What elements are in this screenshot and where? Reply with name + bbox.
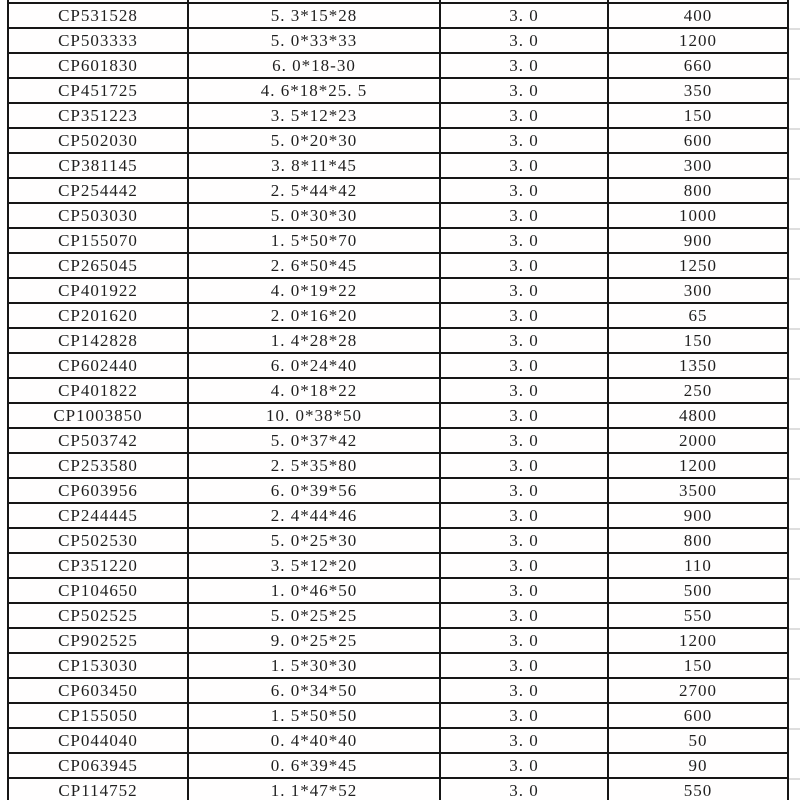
cell-code: CP601830 (9, 54, 187, 77)
cell-size: 4. 6*18*25. 5 (189, 79, 439, 102)
cell-thickness: 3. 0 (441, 529, 607, 552)
cell-code: CP603450 (9, 679, 187, 702)
cell-thickness: 3. 0 (441, 404, 607, 427)
cell-qty: 350 (609, 79, 787, 102)
cell-size: 0. 6*39*45 (189, 754, 439, 777)
cell-thickness: 3. 0 (441, 54, 607, 77)
cell-qty: 800 (609, 179, 787, 202)
cell-code: CP503333 (9, 29, 187, 52)
cell-thickness: 3. 0 (441, 704, 607, 727)
cell-code: CP104650 (9, 579, 187, 602)
cell-code: CP502525 (9, 604, 187, 627)
cell-code: CP201620 (9, 304, 187, 327)
cell-thickness: 3. 0 (441, 729, 607, 752)
cell-thickness: 3. 0 (441, 329, 607, 352)
clipped-cell-thickness (441, 0, 607, 2)
cell-code: CP351223 (9, 104, 187, 127)
cell-size: 1. 0*46*50 (189, 579, 439, 602)
cell-qty: 300 (609, 279, 787, 302)
cell-size: 3. 8*11*45 (189, 154, 439, 177)
cell-size: 2. 5*44*42 (189, 179, 439, 202)
cell-thickness: 3. 0 (441, 79, 607, 102)
cell-size: 1. 1*47*52 (189, 779, 439, 800)
cell-thickness: 3. 0 (441, 454, 607, 477)
cell-qty: 300 (609, 154, 787, 177)
cell-size: 2. 5*35*80 (189, 454, 439, 477)
cell-qty: 250 (609, 379, 787, 402)
cell-code: CP063945 (9, 754, 187, 777)
cell-code: CP155050 (9, 704, 187, 727)
cell-qty: 150 (609, 329, 787, 352)
cell-code: CP503742 (9, 429, 187, 452)
cell-thickness: 3. 0 (441, 579, 607, 602)
cell-qty: 110 (609, 554, 787, 577)
cell-code: CP502530 (9, 529, 187, 552)
cell-qty: 600 (609, 704, 787, 727)
cell-qty: 2000 (609, 429, 787, 452)
parts-table (7, 0, 789, 800)
clipped-cell-code (9, 0, 187, 2)
cell-size: 5. 3*15*28 (189, 4, 439, 27)
cell-qty: 150 (609, 654, 787, 677)
cell-thickness: 3. 0 (441, 354, 607, 377)
cell-qty: 150 (609, 104, 787, 127)
clipped-cell-qty (609, 0, 787, 2)
cell-qty: 660 (609, 54, 787, 77)
cell-size: 1. 5*50*70 (189, 229, 439, 252)
cell-size: 10. 0*38*50 (189, 404, 439, 427)
cell-thickness: 3. 0 (441, 379, 607, 402)
cell-size: 1. 5*50*50 (189, 704, 439, 727)
cell-thickness: 3. 0 (441, 129, 607, 152)
cell-size: 6. 0*18-30 (189, 54, 439, 77)
cell-size: 5. 0*37*42 (189, 429, 439, 452)
cell-qty: 600 (609, 129, 787, 152)
cell-thickness: 3. 0 (441, 254, 607, 277)
gridline-stubs (789, 3, 800, 800)
cell-thickness: 3. 0 (441, 654, 607, 677)
cell-code: CP503030 (9, 204, 187, 227)
cell-code: CP254442 (9, 179, 187, 202)
cell-qty: 90 (609, 754, 787, 777)
cell-thickness: 3. 0 (441, 554, 607, 577)
cell-code: CP381145 (9, 154, 187, 177)
cell-size: 6. 0*39*56 (189, 479, 439, 502)
cell-code: CP531528 (9, 4, 187, 27)
cell-size: 5. 0*25*25 (189, 604, 439, 627)
cell-code: CP244445 (9, 504, 187, 527)
cell-thickness: 3. 0 (441, 679, 607, 702)
cell-code: CP1003850 (9, 404, 187, 427)
cell-code: CP155070 (9, 229, 187, 252)
cell-qty: 50 (609, 729, 787, 752)
cell-thickness: 3. 0 (441, 479, 607, 502)
cell-thickness: 3. 0 (441, 629, 607, 652)
cell-size: 6. 0*24*40 (189, 354, 439, 377)
cell-qty: 800 (609, 529, 787, 552)
cell-code: CP253580 (9, 454, 187, 477)
cell-thickness: 3. 0 (441, 754, 607, 777)
cell-size: 1. 4*28*28 (189, 329, 439, 352)
cell-thickness: 3. 0 (441, 429, 607, 452)
cell-qty: 500 (609, 579, 787, 602)
cell-thickness: 3. 0 (441, 204, 607, 227)
cell-size: 9. 0*25*25 (189, 629, 439, 652)
cell-qty: 550 (609, 604, 787, 627)
cell-qty: 1350 (609, 354, 787, 377)
cell-qty: 400 (609, 4, 787, 27)
cell-thickness: 3. 0 (441, 504, 607, 527)
cell-thickness: 3. 0 (441, 279, 607, 302)
cell-size: 3. 5*12*20 (189, 554, 439, 577)
cell-thickness: 3. 0 (441, 179, 607, 202)
cell-size: 2. 6*50*45 (189, 254, 439, 277)
cell-size: 4. 0*18*22 (189, 379, 439, 402)
cell-size: 2. 0*16*20 (189, 304, 439, 327)
cell-thickness: 3. 0 (441, 604, 607, 627)
cell-code: CP502030 (9, 129, 187, 152)
cell-code: CP265045 (9, 254, 187, 277)
cell-qty: 900 (609, 504, 787, 527)
cell-size: 6. 0*34*50 (189, 679, 439, 702)
cell-qty: 900 (609, 229, 787, 252)
cell-qty: 65 (609, 304, 787, 327)
cell-thickness: 3. 0 (441, 29, 607, 52)
cell-code: CP153030 (9, 654, 187, 677)
cell-qty: 1200 (609, 29, 787, 52)
cell-qty: 550 (609, 779, 787, 800)
clipped-cell-size (189, 0, 439, 2)
cell-size: 2. 4*44*46 (189, 504, 439, 527)
cell-code: CP351220 (9, 554, 187, 577)
cell-code: CP451725 (9, 79, 187, 102)
cell-code: CP142828 (9, 329, 187, 352)
cell-thickness: 3. 0 (441, 104, 607, 127)
cell-thickness: 3. 0 (441, 4, 607, 27)
cell-code: CP902525 (9, 629, 187, 652)
cell-size: 5. 0*25*30 (189, 529, 439, 552)
cell-qty: 1200 (609, 454, 787, 477)
cell-code: CP603956 (9, 479, 187, 502)
cell-qty: 3500 (609, 479, 787, 502)
cell-size: 5. 0*30*30 (189, 204, 439, 227)
cell-qty: 4800 (609, 404, 787, 427)
cell-size: 0. 4*40*40 (189, 729, 439, 752)
cell-size: 5. 0*33*33 (189, 29, 439, 52)
cell-size: 3. 5*12*23 (189, 104, 439, 127)
cell-qty: 1000 (609, 204, 787, 227)
cell-qty: 1250 (609, 254, 787, 277)
cell-code: CP401822 (9, 379, 187, 402)
cell-thickness: 3. 0 (441, 154, 607, 177)
cell-size: 5. 0*20*30 (189, 129, 439, 152)
cell-code: CP401922 (9, 279, 187, 302)
cell-qty: 1200 (609, 629, 787, 652)
cell-code: CP044040 (9, 729, 187, 752)
cell-code: CP602440 (9, 354, 187, 377)
cell-code: CP114752 (9, 779, 187, 800)
cell-qty: 2700 (609, 679, 787, 702)
cell-size: 4. 0*19*22 (189, 279, 439, 302)
cell-size: 1. 5*30*30 (189, 654, 439, 677)
cell-thickness: 3. 0 (441, 779, 607, 800)
cell-thickness: 3. 0 (441, 304, 607, 327)
cell-thickness: 3. 0 (441, 229, 607, 252)
